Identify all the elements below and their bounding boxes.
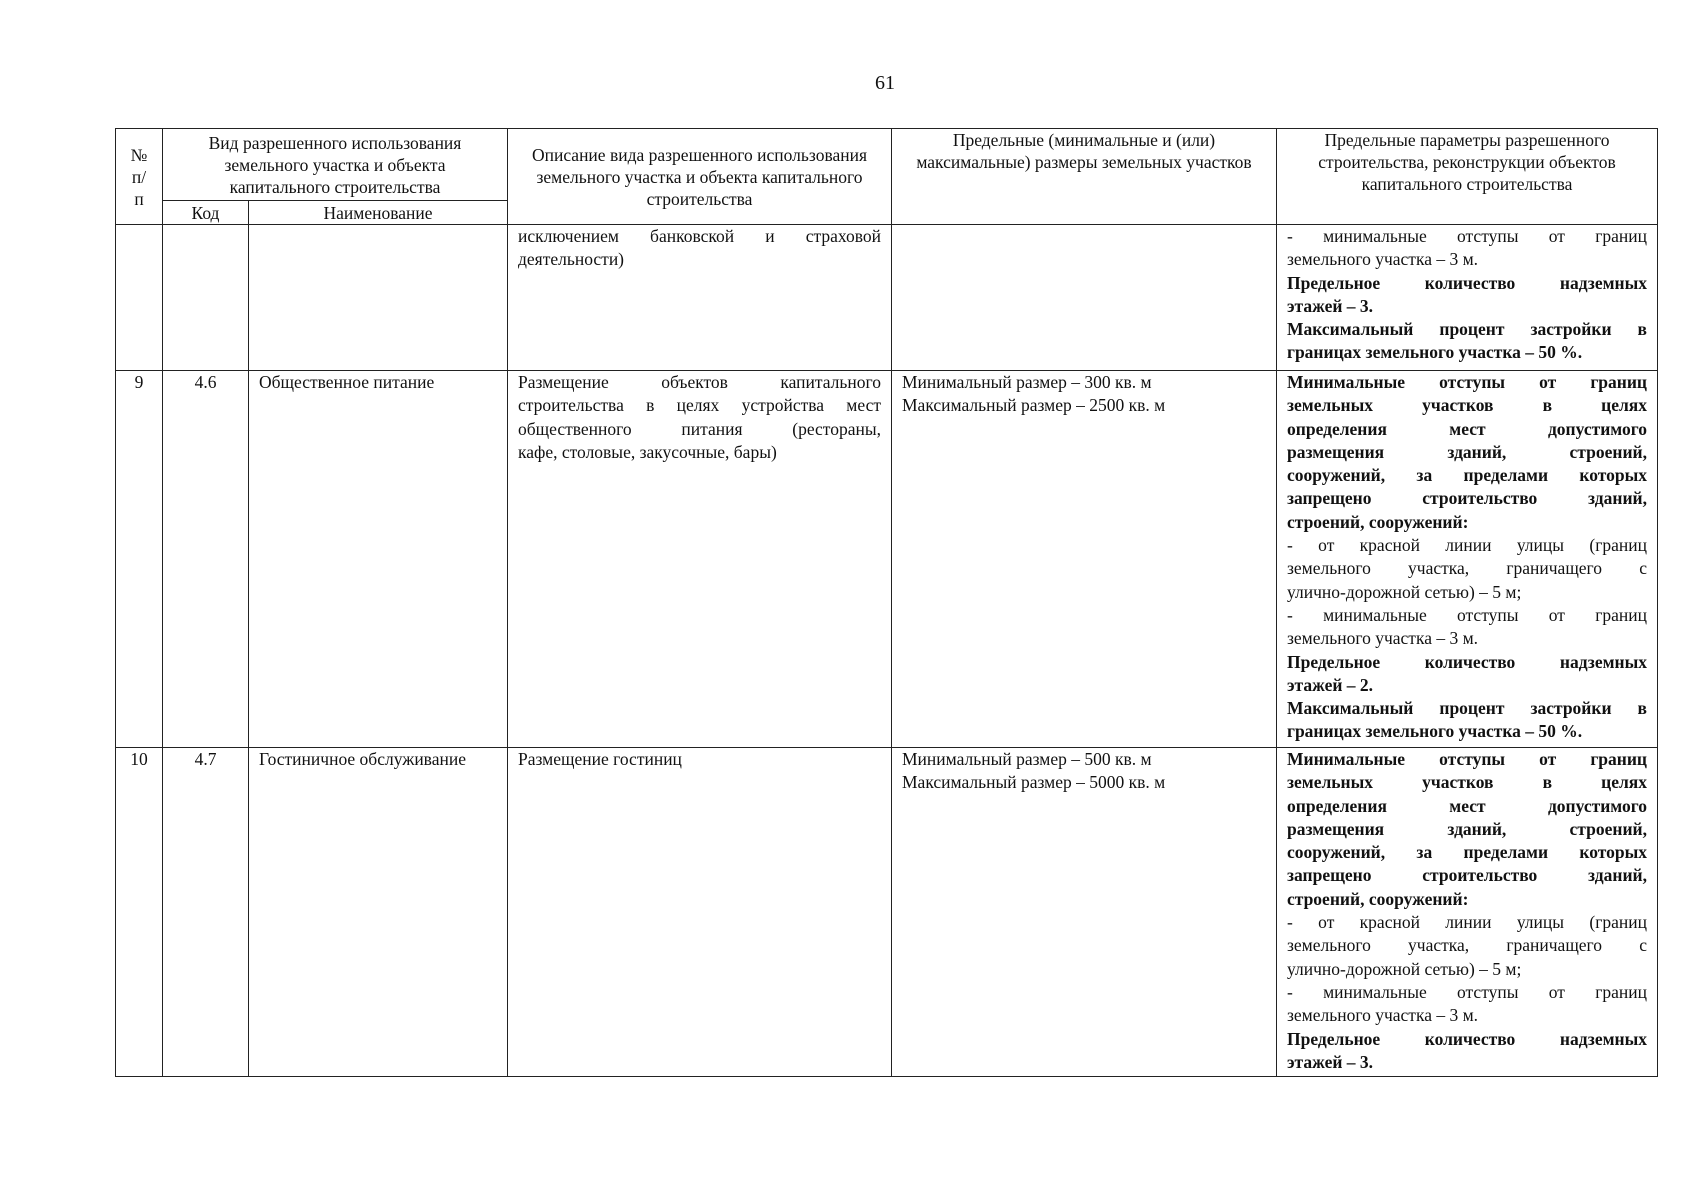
- param-block: [1287, 748, 1647, 911]
- param-line: земельного участка, граничащего с: [1287, 558, 1647, 579]
- param-block: [1287, 225, 1647, 272]
- param-line: границах земельного участка – 50 %.: [1287, 342, 1583, 363]
- param-line: границах земельного участка – 50 %.: [1287, 721, 1583, 742]
- param-block: [1287, 911, 1647, 981]
- param-line: земельных участков в целях: [1287, 772, 1647, 793]
- param-line: этажей – 3.: [1287, 1051, 1374, 1072]
- param-block: [1287, 534, 1647, 604]
- header-sizes: Предельные (минимальные и (или) максимальные) размеры земельных участков: [892, 129, 1277, 225]
- param-line: Максимальный процент застройки в: [1287, 698, 1647, 719]
- size-line: Максимальный размер – 5000 кв. м: [902, 772, 1166, 793]
- page-number: 61: [875, 72, 895, 94]
- header-params: Предельные параметры разрешенного строительства, реконструкции объектов капитального строительства: [1277, 129, 1658, 225]
- size-line: Максимальный размер – 2500 кв. м: [902, 395, 1166, 416]
- header-description: Описание вида разрешенного использования земельного участка и объекта капитального строительства: [508, 129, 892, 225]
- param-line: Минимальные отступы от границ: [1287, 749, 1647, 769]
- row-code: 4.6: [163, 371, 249, 748]
- param-line: земельного участка – 3 м.: [1287, 628, 1479, 649]
- row-name: Гостиничное обслуживание: [249, 748, 508, 1077]
- header-num-line: №: [130, 144, 148, 165]
- param-line: улично-дорожной сетью) – 5 м;: [1287, 581, 1522, 602]
- table-row: [116, 371, 1658, 748]
- param-line: размещения зданий, строений,: [1287, 441, 1647, 462]
- row-description: [508, 225, 892, 371]
- param-block: [1287, 651, 1647, 698]
- row-description: [508, 748, 892, 1077]
- param-line: земельного участка – 3 м.: [1287, 249, 1479, 270]
- header-name: Наименование: [249, 201, 508, 225]
- row-sizes: [892, 371, 1277, 748]
- row-num: 10: [116, 748, 163, 1077]
- param-line: - от красной линии улицы (границ: [1287, 912, 1647, 933]
- param-line: определения мест допустимого: [1287, 795, 1647, 816]
- param-line: размещения зданий, строений,: [1287, 818, 1647, 839]
- param-line: земельного участка, граничащего с: [1287, 935, 1647, 956]
- param-line: - от красной линии улицы (границ: [1287, 535, 1647, 556]
- param-line: Минимальные отступы от границ: [1287, 372, 1647, 392]
- row-num: 9: [116, 371, 163, 748]
- param-line: определения мест допустимого: [1287, 418, 1647, 439]
- param-block: [1287, 272, 1647, 319]
- row-code: [163, 225, 249, 371]
- param-line: Предельное количество надземных: [1287, 1028, 1647, 1049]
- row-params: [1277, 225, 1658, 371]
- param-line: этажей – 2.: [1287, 674, 1374, 695]
- param-line: строений, сооружений:: [1287, 511, 1469, 532]
- param-line: запрещено строительство зданий,: [1287, 488, 1647, 509]
- param-line: земельных участков в целях: [1287, 395, 1647, 416]
- header-num-line: п: [134, 188, 144, 209]
- param-block: [1287, 697, 1647, 744]
- param-line: улично-дорожной сетью) – 5 м;: [1287, 958, 1522, 979]
- param-block: [1287, 1028, 1647, 1075]
- param-line: Максимальный процент застройки в: [1287, 319, 1647, 340]
- row-description: [508, 371, 892, 748]
- table-row: [116, 748, 1658, 1077]
- description-line: исключением банковской и страховой: [518, 226, 881, 246]
- description-line: кафе, столовые, закусочные, бары): [518, 441, 777, 462]
- param-line: - минимальные отступы от границ: [1287, 604, 1647, 625]
- row-params: [1277, 371, 1658, 748]
- param-line: сооружений, за пределами которых: [1287, 465, 1647, 486]
- param-block: [1287, 318, 1647, 365]
- param-line: этажей – 3.: [1287, 295, 1374, 316]
- param-line: - минимальные отступы от границ: [1287, 981, 1647, 1002]
- description-line: Размещение объектов капитального: [518, 372, 881, 392]
- row-sizes: [892, 225, 1277, 371]
- row-name: Общественное питание: [249, 371, 508, 748]
- description-line: Размещение гостиниц: [518, 749, 682, 769]
- table-body: [116, 225, 1658, 1077]
- param-block: [1287, 981, 1647, 1028]
- param-line: сооружений, за пределами которых: [1287, 842, 1647, 863]
- description-line: строительства в целях устройства мест: [518, 395, 881, 416]
- param-line: Предельное количество надземных: [1287, 272, 1647, 293]
- header-vri-group: Вид разрешенного использования земельного участка и объекта капитального строительства: [163, 129, 508, 201]
- row-code: 4.7: [163, 748, 249, 1077]
- param-block: [1287, 604, 1647, 651]
- param-block: [1287, 371, 1647, 534]
- regulations-table: [115, 128, 1658, 1077]
- row-name: [249, 225, 508, 371]
- row-sizes: [892, 748, 1277, 1077]
- param-line: строений, сооружений:: [1287, 888, 1469, 909]
- description-line: общественного питания (рестораны,: [518, 418, 881, 439]
- description-line: деятельности): [518, 249, 625, 270]
- header-num-line: п/: [131, 166, 147, 187]
- header-code: Код: [163, 201, 249, 225]
- size-line: Минимальный размер – 300 кв. м: [902, 372, 1152, 392]
- table-header: [116, 129, 1658, 225]
- row-num: [116, 225, 163, 371]
- param-line: запрещено строительство зданий,: [1287, 865, 1647, 886]
- table-row: [116, 225, 1658, 371]
- row-params: [1277, 748, 1658, 1077]
- param-line: - минимальные отступы от границ: [1287, 226, 1647, 246]
- param-line: земельного участка – 3 м.: [1287, 1005, 1479, 1026]
- param-line: Предельное количество надземных: [1287, 651, 1647, 672]
- size-line: Минимальный размер – 500 кв. м: [902, 749, 1152, 769]
- header-num: [116, 129, 163, 225]
